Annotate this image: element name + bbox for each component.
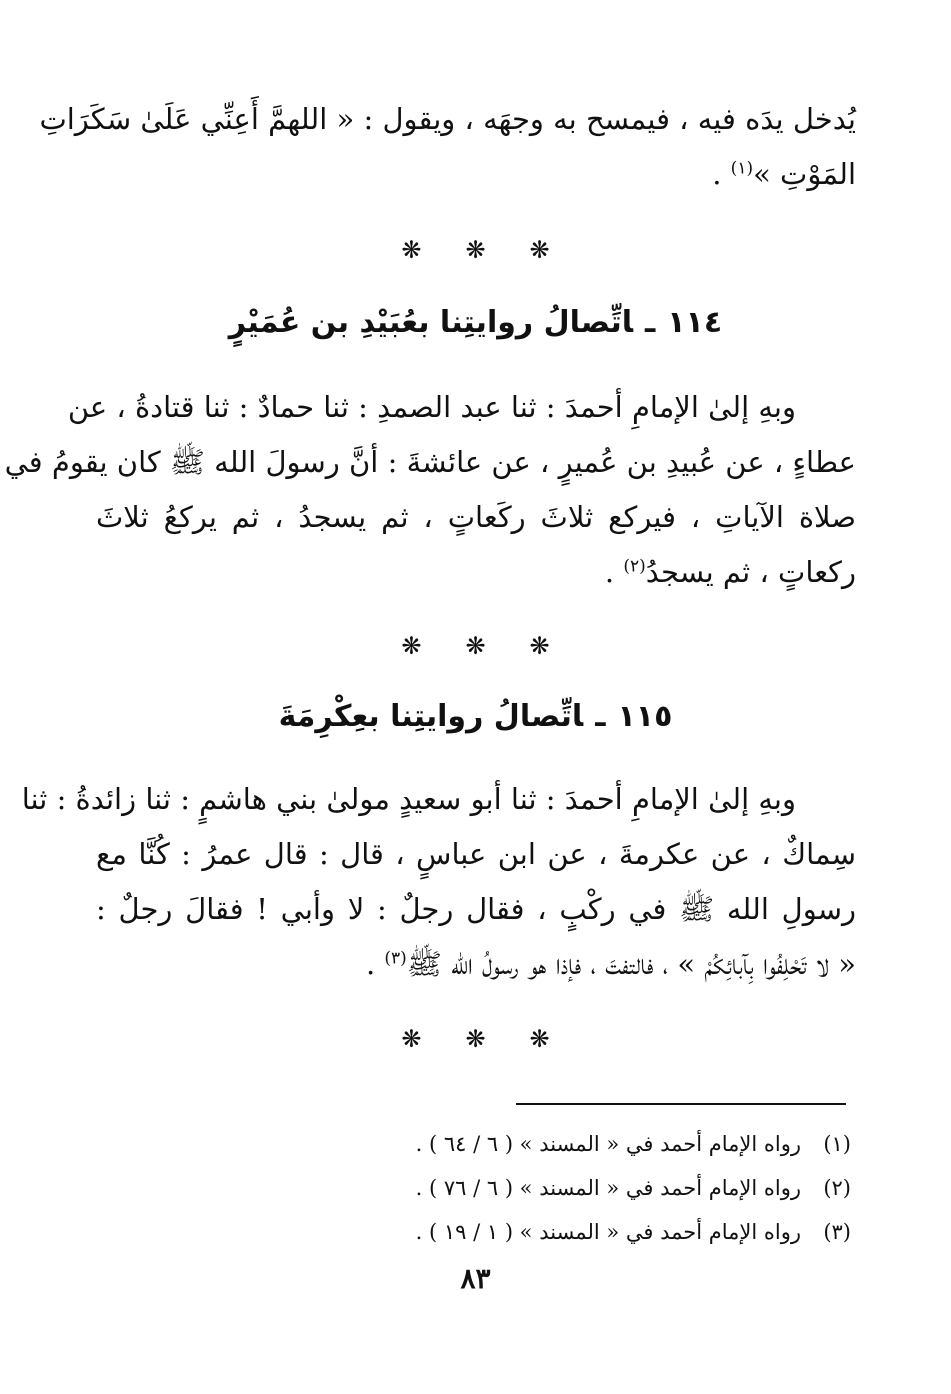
star-ornament: ❋ xyxy=(465,632,486,660)
footnote-2-number: (٢) xyxy=(823,1176,851,1200)
section-114-end-punct: . xyxy=(604,555,624,589)
section-115-line-1: وبهِ إلىٰ الإمامِ أحمدَ : ثنا أبو سعيدٍ مولىٰ بني هاشمٍ : ثنا زائدةُ : ثنا xyxy=(21,782,796,816)
star-ornament: ❋ xyxy=(529,632,550,660)
section-114-line-1: وبهِ إلىٰ الإمامِ أحمدَ : ثنا عبد الصمدِ : ثنا حمادٌ : ثنا قتادةُ ، عن xyxy=(67,390,796,424)
section-115-end-punct: . xyxy=(365,947,385,981)
section-115-title: اتِّصالُ روايتِنا بعِكْرِمَةَ xyxy=(278,699,584,734)
footnotes xyxy=(351,1122,851,1254)
star-ornament: ❋ xyxy=(401,632,422,660)
footnote-3-text: رواه الإمام أحمد في « المسند » ( ١ / ١٩ ) . xyxy=(415,1220,801,1244)
section-115-heading xyxy=(0,699,951,734)
footnote-3-number: (٣) xyxy=(823,1220,851,1244)
star-ornament: ❋ xyxy=(401,1025,422,1053)
star-ornament: ❋ xyxy=(401,236,422,264)
footnote-3 xyxy=(351,1210,851,1254)
section-114-dash: ـ xyxy=(644,305,656,340)
section-114-line-4 xyxy=(96,545,856,600)
star-ornament: ❋ xyxy=(465,236,486,264)
separator-stars-1 xyxy=(0,236,951,264)
section-115-body xyxy=(21,772,856,992)
footnote-ref-3: (٣) xyxy=(384,948,407,969)
star-ornament: ❋ xyxy=(529,236,550,264)
section-114-body xyxy=(4,380,856,600)
section-115-line-3: رسولِ الله ﷺ في ركْبٍ ، فقال رجلٌ : لا وأبي ! فقالَ رجلٌ : xyxy=(96,892,856,926)
section-114-number: ١١٤ xyxy=(667,305,723,340)
footnote-2-text: رواه الإمام أحمد في « المسند » ( ٦ / ٧٦ ) . xyxy=(415,1176,801,1200)
section-115-number: ١١٥ xyxy=(617,699,673,734)
section-115-line-4 xyxy=(96,937,856,992)
page-number: ٨٣ xyxy=(460,1262,491,1295)
footnote-divider xyxy=(516,1103,846,1105)
footnote-ref-2: (٢) xyxy=(623,556,646,577)
intro-line-1: يُدخل يدَه فيه ، فيمسح به وجهَه ، ويقول : « اللهمَّ أَعِنِّي عَلَىٰ سَكَرَاتِ xyxy=(39,102,856,136)
intro-line-2 xyxy=(96,147,856,202)
section-115-line-4-text: « لا تَحْلِفُوا بِآبائِكُمْ » ، فالتفتَ ، فإذا هو رسولُ الله ﷺ xyxy=(406,947,856,981)
footnote-1-text: رواه الإمام أحمد في « المسند » ( ٦ / ٦٤ ) . xyxy=(415,1132,801,1156)
star-ornament: ❋ xyxy=(465,1025,486,1053)
footnote-ref-1: (١) xyxy=(730,158,754,179)
section-114-heading xyxy=(0,305,951,340)
separator-stars-2 xyxy=(0,632,951,660)
footnote-1-number: (١) xyxy=(823,1132,851,1156)
separator-stars-3 xyxy=(0,1025,951,1053)
section-115-dash: ـ xyxy=(595,699,606,734)
section-114-line-4-text: ركعاتٍ ، ثم يسجدُ xyxy=(645,555,856,589)
footnote-2 xyxy=(351,1166,851,1210)
star-ornament: ❋ xyxy=(529,1025,550,1053)
intro-end-punct: . xyxy=(712,157,731,191)
section-115-line-2: سِماكٌ ، عن عكرمةَ ، عن ابن عباسٍ ، قال : قال عمرُ : كُنَّا مع xyxy=(96,837,856,871)
footnote-1 xyxy=(351,1122,851,1166)
intro-line-2-text: المَوْتِ » xyxy=(753,157,856,191)
intro-paragraph xyxy=(39,92,856,202)
section-114-title: اتِّصالُ روايتِنا بعُبَيْدِ بن عُمَيْرٍ xyxy=(228,305,633,340)
section-114-line-3: صلاة الآياتِ ، فيركع ثلاثَ ركَعاتٍ ، ثم يسجدُ ، ثم يركعُ ثلاثَ xyxy=(96,500,856,534)
section-114-line-2: عطاءٍ ، عن عُبيدِ بن عُميرٍ ، عن عائشةَ : أنَّ رسولَ الله ﷺ كان يقومُ في xyxy=(4,445,856,479)
